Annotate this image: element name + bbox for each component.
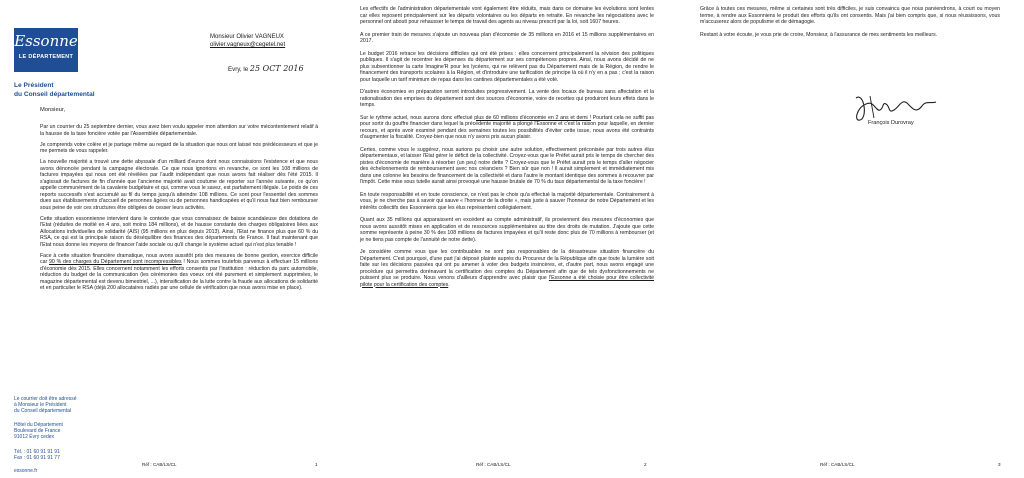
essonne-logo <box>14 28 78 72</box>
mailing-note <box>14 396 77 414</box>
note-line: à Monsieur le Président <box>14 402 67 408</box>
paragraph: Restant à votre écoute, je vous prie de croire, Monsieur, à l'assurance de mes sentiments les meilleurs. <box>700 31 938 38</box>
reference: Réf : CAB/LS/CL <box>476 462 511 467</box>
letter-body-page-2 <box>360 6 654 294</box>
paragraph: Cette situation essonnienne intervient dans le contexte que vous connaissez de baisse scandaleuse des dotations de l'Etat (réduites de moitié en 4 ans, soit moins 184 millions), et de hausse constante des charges obligatoires liées aux Allocations individuelles de solidarité (AIS) (95 millions en plus depuis 2013). Ainsi, l'Etat ne finance plus que 60 % du RSA, ce qui est la principale raison du déséquilibre des finances des départements de France. Il faut maintenant que l'Etat nous donne les moyens de financer l'aide sociale ou qu'il change le système actuel qui n'est plus tenable ! <box>40 215 318 248</box>
note-line: du Conseil départemental <box>14 408 71 414</box>
salutation: Monsieur, <box>40 107 66 113</box>
logo-subtitle: LE DÉPARTEMENT <box>18 54 74 60</box>
president-line-2: du Conseil départemental <box>14 90 95 98</box>
president-line-1: Le Président <box>14 82 54 89</box>
page-number: 1 <box>315 462 318 467</box>
place-text: Evry, le <box>228 66 249 73</box>
text-run: . <box>448 281 450 288</box>
letter-body-page-3 <box>700 6 1000 44</box>
page-number: 3 <box>998 462 1001 467</box>
text-run: Sur le rythme actuel, nous aurons donc effectué <box>360 114 475 121</box>
paragraph: La nouvelle majorité a trouvé une dette abyssale d'un milliard d'euros dont nous connaissions l'existence et que nous avons dénoncée pendant la campagne électorale. Ce que nous ignorions en revanche, ce sont les 108 millions de factures impayées qui nous ont été révélées par l'audit indépendant que nous avons fait réaliser dès l'été 2015. Il s'agissait de factures de fin d'année que l'ancienne majorité avait coutume de reporter sur l'année suivante, ce qu'on appelle communément de la cavalerie budgétaire et qui, comme vous le savez, est parfaitement illégale. Le poids de ces reports successifs s'est accumulé au fil du temps jusqu'à atteindre 108 millions. Ce sont pour l'essentiel des sommes dues aux établissements d'accueil de personnes âgées ou de personnes handicapées et qu'il nous faut bien rembourser sous peine de voir ces structures être obligées de cesser leurs activités. <box>40 159 318 211</box>
paragraph: Par un courrier du 25 septembre dernier, vous avez bien voulu appeler mon attention sur votre mécontentement relatif à la hausse de la taxe foncière votée par l'Assemblée départementale. <box>40 124 318 137</box>
sender-title <box>14 82 95 99</box>
fax-line: Fax : 01 60 91 91 77 <box>14 455 60 461</box>
phone-line: Tél. : 01 60 91 91 91 <box>14 449 60 455</box>
paragraph: Certes, comme vous le suggérez, nous aurions pu choisir une autre solution, effectivement préconisée par trois autres élus départementaux, et laisser l'Etat gérer le déficit de la collectivité. Croyez-vous que le Préfet aurait pris le temps de chercher des pistes d'économie de manière à résorber (un peu) notre dette ? Croyez-vous que le Préfet aurait pris le temps d'aller négocier des échelonnements de remboursement avec nos créanciers ? Bien sûr que non ! Il aurait simplement et immédiatement mis dans une colonne les besoins de financement de la collectivité et dans l'autre le montant identique des sommes à recouvrer par l'impôt. Cette mise sous tutelle aurait ainsi provoqué une hausse brutale de 70 % du taux départemental de la taxe foncière ! <box>360 146 654 185</box>
underlined-text: plus de 60 millions d'économie en 2 ans et demi ! <box>474 114 591 121</box>
paragraph: D'autres économies en préparation seront introduites progressivement. La vente des locaux de bureau sans affectation et la rationalisation des emprises du département sont des sources d'économie, voire de recettes qui produiront leurs effets dans le temps. <box>360 89 654 108</box>
letter-page-2 <box>338 0 678 478</box>
paragraph: A ce premier train de mesures s'ajoute un nouveau plan d'économie de 35 millions en 2016 et 15 millions supplémentaires en 2017. <box>360 31 654 44</box>
address-line: Hôtel du Département <box>14 422 63 428</box>
letter-body-page-1 <box>40 124 318 296</box>
paragraph: Quant aux 35 millions qui apparaissent en excédent au compte administratif, ils proviennent des mesures d'économies que nous avons aussitôt mises en application et de ressources supplémentaires au titre des droits de mutation. J'ajoute que cette somme représente à peine 30 % des 108 millions de factures impayées et qu'il reste donc plus de 70 millions à rembourser (et je ne tiens pas compte de l'annuité de notre dette). <box>360 217 654 243</box>
paragraph: Le budget 2016 retrace les décisions difficiles qui ont été prises : elles concernent principalement la révision des politiques publiques. Il s'agit de recentrer les dépenses du département sur ses compétences propres. Ainsi, nous avons décidé de ne plus subventionner la carte Imagine'R pour les lycéens, qui ne relèvent pas du Département mais de la Région, de rendre le financement des transports scolaires à la Région, et d'introduire une tarification de principe là où il n'y en a pas ; c'est la raison pour laquelle un tarif minimum de repas dans les cantines départementales a été voté. <box>360 50 654 83</box>
paragraph: Je comprends votre colère et je partage même au regard de la situation que nous ont laissé nos prédécesseurs et que je me permets de vous rappeler. <box>40 141 318 154</box>
underlined-text: l'Essonne a été choisie pour être collectivité pilote pour la certification des comptes <box>360 275 654 288</box>
paragraph: Grâce à toutes ces mesures, même si certaines sont très difficiles, je suis convaincu que nous parviendrons, à court ou moyen terme, à rendre aux Essonniens le produit des efforts qu'ils ont consentis. Mais j'ai bien compris que, si nous réussissons, vous m'accuserez alors de populisme et de démagogie. <box>700 6 1000 25</box>
date-stamp: 25 OCT 2016 <box>249 64 304 73</box>
logo-brand-text: Essonne <box>14 32 78 50</box>
text-run: Je considère comme vous que les contribuables ne sont pas responsables de la désastreuse situation financière du Département. C'est pourquoi, d'une part j'ai déposé plainte auprès du Procureur de la République afin que toute la lumière soit faite sur les décisions passées qui ont pu amener à voter des budgets insincères, et, d'autre part, nous avons engagé une procédure qui permettra dorénavant la certification des comptes du Département afin que de tels dysfonctionnements ne puissent plus se produire. Nous venons d'ailleurs d'apprendre avec plaisir que <box>360 249 654 281</box>
website: essonne.fr <box>14 468 38 474</box>
letter-page-1 <box>0 0 338 478</box>
underlined-text: 90 % des charges du Département sont incompressibles <box>49 259 182 265</box>
place-date <box>228 64 304 73</box>
page-number: 2 <box>644 462 647 467</box>
letter-page-3 <box>678 0 1024 478</box>
recipient-name: Monsieur Olivier VAGNEUX <box>210 34 284 40</box>
reference: Réf : CAB/LS/CL <box>142 462 177 467</box>
paragraph <box>360 115 654 141</box>
recipient-block <box>210 33 285 49</box>
paragraph <box>360 249 654 288</box>
note-line: Le courrier doit être adressé <box>14 396 77 402</box>
phone-block <box>14 449 60 461</box>
address-line: 91012 Évry cedex <box>14 434 55 440</box>
signatory-name: François Durovray <box>868 120 914 126</box>
text-run: Face à cette situation financière dramatique, nous avons aussitôt pris des mesures de bonne gestion, exercice difficile car <box>40 252 318 265</box>
paragraph: Les effectifs de l'administration départementale vont également être réduits, mais dans ce domaine les évolutions sont lentes car elles reposent principalement sur les départs volontaires ou les départs en retraite. En revanche les négociations avec le personnel ont abouti pour rehausser le temps de travail des agents au niveau prescrit par la loi, soit 1607 heures. <box>360 6 654 25</box>
recipient-email: olivier.vagneux@cegetel.net <box>210 42 286 48</box>
paragraph <box>40 253 318 292</box>
reference: Réf : CAB/LS/CL <box>820 462 855 467</box>
text-run: ! Nous sommes toutefois parvenus à effectuer 15 millions d'économie dès 2015. Elles concernent notamment les efforts consentis par l'institution : réduction du parc automobile, réduction du budget de la communication (les cérémonies des voeux ont été purement et simplement supprimées, le magazine départemental est devenu bimestriel, ...), intensification de la lutte contre la fraude aux allocations de solidarité et en particulier le RSA (déjà 200 allocataires radiés par une cellule de vérification que nous avons mise en place). <box>40 259 318 291</box>
paragraph: En toute responsabilité et en toute conscience, ce n'est pas le choix qu'a effectué la majorité départementale. Contrairement à vous, je ne cherche pas à savoir qui sauve « l'honneur de la droite », mais juste à sauver l'honneur de notre Département et les intérêts collectifs des Essonniens que les élus représentent collégialement. <box>360 191 654 211</box>
address-line: Boulevard de France <box>14 428 61 434</box>
text-run: Pourtant cela ne suffit pas pour sortir du gouffre financier dans lequel la précédente majorité a plongé l'Essonne et c'est la raison pour laquelle, en dernier recours, et après avoir examiné pendant des semaines toutes les possibilités d'éviter cette issue, nous avons été contraints d'augmenter la fiscalité. Croyez-bien que nous n'y avons pris aucun plaisir. <box>360 114 654 140</box>
sender-address <box>14 422 63 440</box>
